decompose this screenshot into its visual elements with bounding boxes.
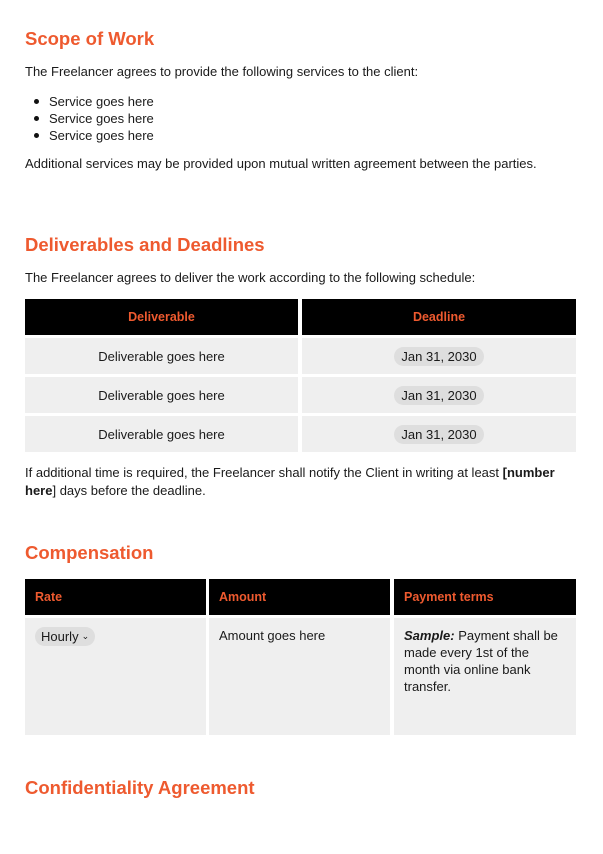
deadline-cell [302,377,576,413]
deliverable-cell[interactable]: Deliverable goes here [25,377,298,413]
rate-cell [25,618,206,735]
column-header-deadline: Deadline [302,299,576,335]
column-header-rate: Rate [25,579,206,615]
scope-additional: Additional services may be provided upon mutual written agreement between the parties. [25,156,537,171]
deliverables-title: Deliverables and Deadlines [25,234,265,255]
services-list [25,93,154,144]
amount-cell[interactable]: Amount goes here [209,618,390,735]
deadline-cell [302,416,576,452]
number-placeholder[interactable]: [number here [25,465,555,498]
bullet-icon [34,133,39,138]
rate-dropdown[interactable]: Hourly ⌄ [35,627,95,646]
list-item: Service goes here [25,93,154,110]
list-item: Service goes here [25,110,154,127]
sample-label: Sample: [404,628,455,643]
bullet-icon [34,116,39,121]
column-header-amount: Amount [209,579,390,615]
confidentiality-title: Confidentiality Agreement [25,777,255,798]
list-item: Service goes here [25,127,154,144]
deadline-note: If additional time is required, the Freelancer shall notify the Client in writing at least [number here] days before the deadline. [25,465,555,498]
compensation-title: Compensation [25,542,154,563]
date-chip[interactable]: Jan 31, 2030 [394,347,483,366]
deliverables-intro: The Freelancer agrees to deliver the work according to the following schedule: [25,270,476,285]
scope-title: Scope of Work [25,28,155,49]
scope-intro: The Freelancer agrees to provide the following services to the client: [25,64,419,79]
bullet-icon [34,99,39,104]
column-header-deliverable: Deliverable [25,299,298,335]
date-chip[interactable]: Jan 31, 2030 [394,386,483,405]
date-chip[interactable]: Jan 31, 2030 [394,425,483,444]
deliverable-cell[interactable]: Deliverable goes here [25,338,298,374]
deadline-cell [302,338,576,374]
deliverable-cell[interactable]: Deliverable goes here [25,416,298,452]
column-header-payment-terms: Payment terms [394,579,576,615]
chevron-down-icon: ⌄ [81,631,90,641]
payment-terms-cell[interactable]: Sample: Payment shall be made every 1st of the month via online bank transfer. [394,618,576,735]
